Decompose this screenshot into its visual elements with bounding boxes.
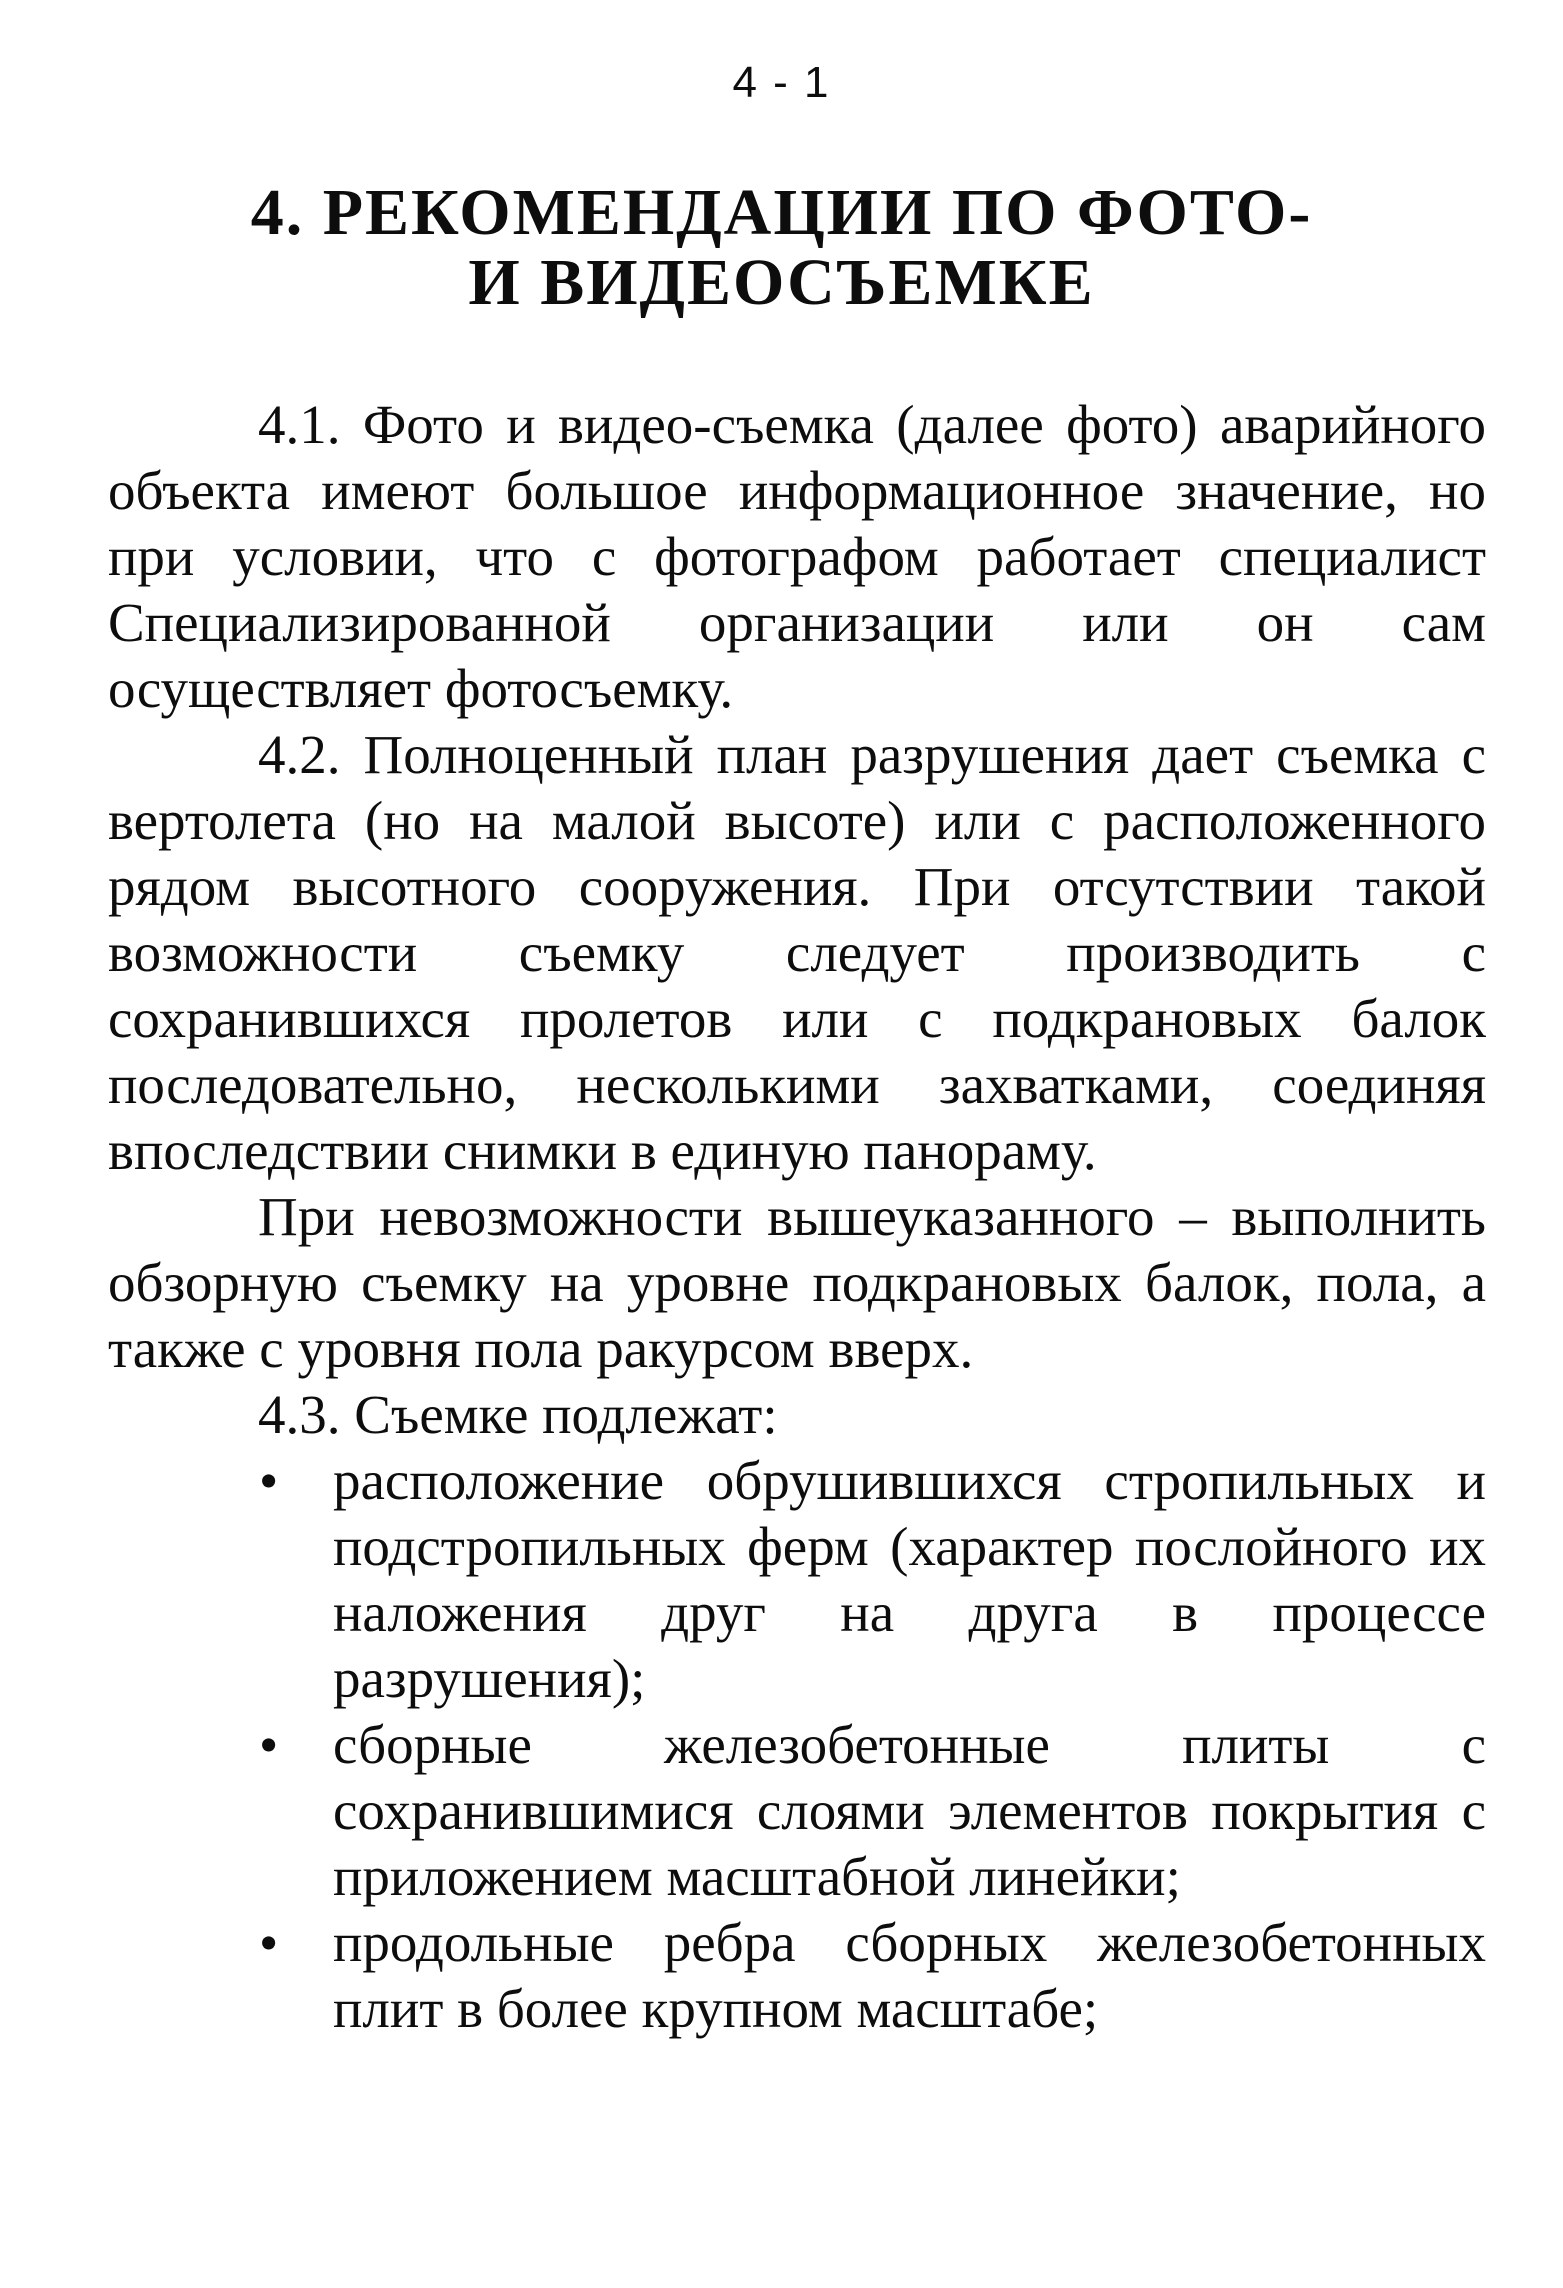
section-heading	[0, 178, 1563, 318]
list-item-text: продольные ребра сборных железобетонных плит в более крупном масштабе;	[333, 1912, 1486, 2039]
paragraph-4-3: 4.3. Съемке подлежат:	[258, 1384, 778, 1445]
page-number: 4 - 1	[732, 58, 831, 107]
heading-line-2: И ВИДЕОСЪЕМКЕ	[468, 246, 1095, 319]
paragraph-4-1: 4.1. Фото и видео-съемка (далее фото) аварийного объекта имеют большое информационное значение, но при условии, что с фотографом работает специалист Специализированной организации или он сам осуществляет фотосъемку.	[108, 394, 1486, 719]
list-item	[108, 1448, 1486, 1712]
heading-line-1: 4. РЕКОМЕНДАЦИИ ПО ФОТО-	[250, 176, 1313, 249]
bullet-list	[108, 1448, 1486, 2042]
bullet-icon: •	[259, 1450, 279, 1511]
paragraph-4-2: 4.2. Полноценный план разрушения дает съемка с вертолета (но на малой высоте) или с расположенного рядом высотного сооружения. При отсутствии такой возможности съемку следует производить с сохранившихся пролетов или с подкрановых балок последовательно, несколькими захватками, соединяя впоследствии снимки в единую панораму.	[108, 724, 1486, 1181]
list-item	[108, 1910, 1486, 2042]
list-item	[108, 1712, 1486, 1910]
document-body	[108, 392, 1486, 2042]
list-item-text: сборные железобетонные плиты с сохранившимися слоями элементов покрытия с приложением масштабной линейки;	[333, 1714, 1486, 1907]
bullet-icon: •	[259, 1714, 279, 1775]
bullet-icon: •	[259, 1912, 279, 1973]
list-item-text: расположение обрушившихся стропильных и подстропильных ферм (характер послойного их наложения друг на друга в процессе разрушения);	[333, 1450, 1486, 1709]
paragraph-alternative: При невозможности вышеуказанного – выполнить обзорную съемку на уровне подкрановых балок, пола, а также с уровня пола ракурсом вверх.	[108, 1186, 1486, 1379]
